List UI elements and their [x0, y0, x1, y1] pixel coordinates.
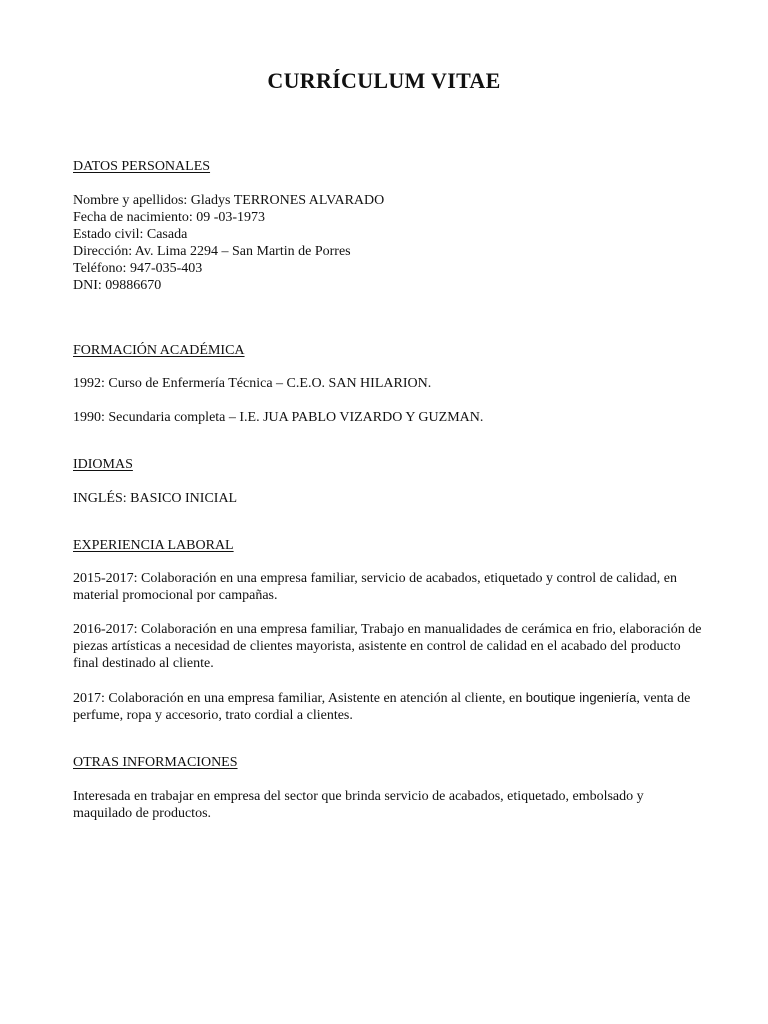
section-heading-datos-personales: DATOS PERSONALES	[73, 159, 211, 174]
experiencia-item3-boutique: boutique ingeniería	[525, 690, 637, 705]
section-datos-personales	[73, 158, 703, 294]
cv-content	[73, 158, 703, 822]
experiencia-item3-part1: 2017: Colaboración en una empresa familiar, Asistente en atención al cliente, en	[73, 691, 526, 706]
experiencia-item3-part3: , venta de perfume, ropa y accesorio, trato cordial a clientes.	[73, 691, 691, 723]
section-heading-idiomas: IDIOMAS	[73, 457, 133, 472]
personal-civil-status: Estado civil: Casada	[73, 227, 188, 242]
experiencia-item: 2015-2017: Colaboración en una empresa familiar, servicio de acabados, etiquetado y control de calidad, en material promocional por campañas.	[73, 571, 677, 603]
page-title: CURRÍCULUM VITAE	[267, 68, 501, 93]
section-formacion	[73, 342, 703, 426]
personal-birthdate: Fecha de nacimiento: 09 -03-1973	[73, 210, 266, 225]
formacion-item: 1990: Secundaria completa – I.E. JUA PABLO VIZARDO Y GUZMAN.	[73, 410, 484, 425]
personal-phone: Teléfono: 947-035-403	[73, 261, 203, 276]
section-idiomas	[73, 456, 703, 507]
idioma-item: INGLÉS: BASICO INICIAL	[73, 491, 238, 506]
section-heading-experiencia: EXPERIENCIA LABORAL	[73, 538, 234, 553]
section-otras	[73, 754, 703, 822]
personal-name: Nombre y apellidos: Gladys TERRONES ALVARADO	[73, 193, 385, 208]
personal-address: Dirección: Av. Lima 2294 – San Martin de Porres	[73, 244, 351, 259]
section-heading-formacion: FORMACIÓN ACADÉMICA	[73, 343, 245, 358]
section-experiencia	[73, 537, 703, 724]
experiencia-item: 2016-2017: Colaboración en una empresa familiar, Trabajo en manualidades de cerámica en frio, elaboración de piezas artísticas a necesidad de clientes mayorista, asistente en control de calidad en el acabado del producto final destinado al cliente.	[73, 622, 702, 671]
formacion-item: 1992: Curso de Enfermería Técnica – C.E.O. SAN HILARION.	[73, 376, 432, 391]
experiencia-item	[73, 689, 703, 724]
otras-text: Interesada en trabajar en empresa del sector que brinda servicio de acabados, etiquetado, embolsado y maquilado de productos.	[73, 789, 644, 821]
personal-dni: DNI: 09886670	[73, 278, 162, 293]
section-heading-otras: OTRAS INFORMACIONES	[73, 755, 238, 770]
